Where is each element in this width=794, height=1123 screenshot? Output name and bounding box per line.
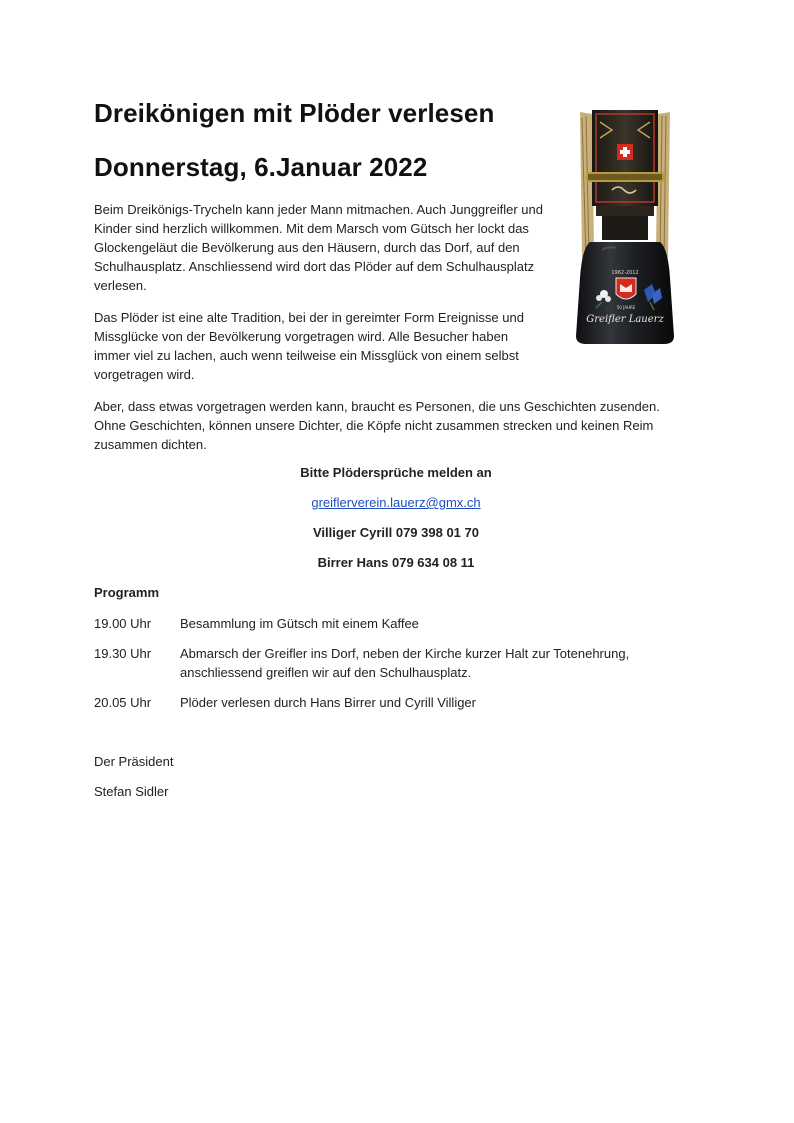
contact-person-2: Birrer Hans 079 634 08 11 (317, 555, 475, 570)
program-time: 19.30 Uhr (94, 646, 152, 661)
tradition-paragraph: Das Plöder ist eine alte Tradition, bei der in gereimter Form Ereignisse und Missglücke von der Bevölkerung vorgetragen wird. Alle Besucher haben immer viel zu lachen, auch wenn teilweise ein Missglück von einem selbst vorgetragen wird. (94, 310, 524, 382)
intro-paragraph: Beim Dreikönigs-Trycheln kann jeder Mann mitmachen. Auch Junggreifler und Kinder sind herzlich willkommen. Mit dem Marsch vom Gütsch her lockt das Glockengeläut die Bevölkerung aus den Häusern, durch das Dorf, auf den Schulhausplatz. Anschliessend wird dort das Plöder auf dem Schulhausplatz verlesen. (94, 202, 543, 293)
bell-inscription: Greifler Lauerz (586, 314, 664, 325)
program-text: Plöder verlesen durch Hans Birrer und Cyrill Villiger (180, 695, 476, 710)
event-date: Donnerstag, 6.Januar 2022 (94, 152, 428, 182)
bell-jubilee: 50 JAHRE (616, 305, 636, 310)
cowbell-image (572, 108, 678, 346)
bell-years: 1962-2012 (611, 270, 639, 276)
signature-role: Der Präsident (94, 754, 174, 769)
program-time: 20.05 Uhr (94, 695, 152, 710)
contact-heading: Bitte Plödersprüche melden an (300, 465, 492, 480)
page-title: Dreikönigen mit Plöder verlesen (94, 98, 495, 128)
contact-person-1: Villiger Cyrill 079 398 01 70 (313, 525, 479, 540)
emblem-shield-icon (616, 278, 636, 299)
signature-name: Stefan Sidler (94, 784, 169, 799)
program-time: 19.00 Uhr (94, 616, 152, 631)
email-link[interactable]: greiflerverein.lauerz@gmx.ch (311, 495, 481, 510)
program-text: Abmarsch der Greifler ins Dorf, neben der Kirche kurzer Halt zur Totenehrung, anschliessend greiflen wir auf den Schulhausplatz. (180, 646, 630, 680)
swiss-cross-icon (617, 144, 633, 160)
program-text: Besammlung im Gütsch mit einem Kaffee (180, 616, 419, 631)
request-paragraph: Aber, dass etwas vorgetragen werden kann, braucht es Personen, die uns Geschichten zusenden. Ohne Geschichten, können unsere Dichter, die Köpfe nicht zusammen strecken und keinen Reim zusammen dichten. (94, 399, 660, 452)
program-heading: Programm (94, 585, 160, 600)
